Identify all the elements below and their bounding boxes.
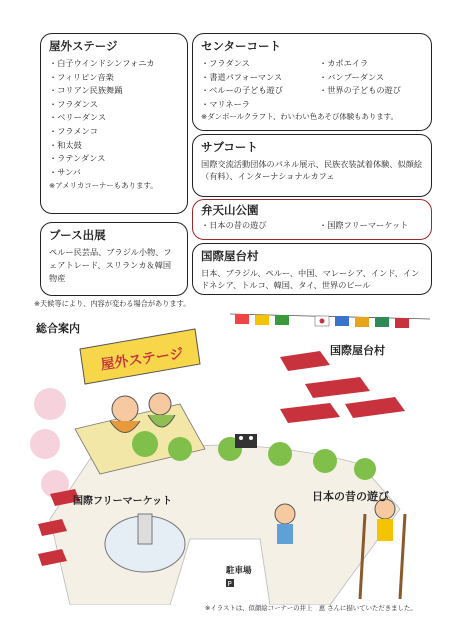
benten-park-title: 弁天山公園 (201, 203, 259, 217)
list-item: ・ベルーの子ども遊び (201, 85, 283, 96)
sub-court-text: 国際交流活動団体のパネル展示、民族衣装試着体験、似顔絵（有料）、インターナショナルカフェ (201, 158, 423, 182)
booth-text: ペルー民芸品、ブラジル小物、フェアトレード、スリランカ＆韓国物産 (49, 246, 172, 283)
list-item: ・世界の子どもの遊び (319, 85, 401, 96)
outdoor-stage-note: ※アメリカコーナーもあります。 (49, 181, 158, 191)
yatai-map-label: 国際屋台村 (330, 344, 385, 357)
list-item: ・ラテンダンス (49, 153, 106, 164)
booth-title: ブース出展 (49, 228, 106, 242)
flea-market-label: 国際フリーマーケット (73, 496, 173, 507)
booth-box (40, 222, 188, 296)
stage-sign-text: 屋外ステージ (99, 346, 185, 374)
yatai-box (192, 243, 432, 295)
tree-cluster (30, 388, 69, 498)
list-item: ・国際フリーマーケット (319, 219, 409, 230)
list-item: ・書道パフォーマンス (201, 71, 283, 82)
benten-left-list (201, 219, 319, 233)
top-note: ※天候等により、内容が変わる場合があります。 (34, 299, 191, 308)
mukashi-asobi-label: 日本の昔の遊び (312, 490, 389, 503)
list-item: ・バンブーダンス (319, 71, 385, 82)
list-item: ・フラダンス (49, 98, 98, 109)
list-item: ・フィリピン音楽 (49, 71, 114, 82)
center-court-title: センターコート (201, 39, 282, 53)
benten-park-box (192, 199, 432, 240)
list-item: ・カポエイラ (319, 57, 369, 68)
sub-court-title: サブコート (201, 140, 258, 154)
benten-right-list (319, 219, 408, 233)
center-court-left-list (201, 57, 319, 111)
outdoor-stage-title: 屋外ステージ (49, 39, 118, 53)
center-court-box (192, 33, 432, 131)
svg-text:P: P (227, 580, 232, 588)
list-item: ・マリネーラ (201, 98, 250, 109)
center-court-right-list (319, 57, 401, 111)
list-item: ・日本の昔の遊び (201, 219, 267, 230)
list-item: ・フラメンコ (49, 125, 98, 136)
info-desk-label: 総合案内 (36, 322, 80, 335)
outdoor-stage-list (49, 57, 179, 179)
center-court-note: ※ダンボールクラフト、わいわい色あそび体験もあります。 (201, 112, 398, 122)
illustration-credit: ※イラストは、似顔絵コーナーの井上 恵 さんに描いていただきました。 (205, 604, 417, 612)
list-item: ・サンバ (49, 166, 81, 177)
yatai-title: 国際屋台村 (201, 249, 259, 263)
food-stalls (280, 351, 405, 423)
list-item: ・ベリーダンス (49, 112, 107, 123)
list-item: ・フラダンス (201, 57, 250, 68)
yatai-text: 日本、ブラジル、ペルー、中国、マレーシア、インド、インドネシア、トルコ、韓国、タイ、世界のビール (201, 267, 420, 291)
list-item: ・白子ウインドシンフォニカ (49, 57, 155, 68)
sub-court-box (192, 134, 432, 197)
list-item: ・コリアン民族舞踊 (49, 85, 123, 96)
restroom-icon (235, 434, 257, 448)
parking-sign-icon (226, 579, 234, 588)
stage-sign (80, 329, 200, 384)
list-item: ・和太鼓 (49, 139, 82, 150)
parking-label: 駐車場 (226, 566, 252, 576)
flag-bunting (230, 314, 430, 328)
outdoor-stage-box (40, 33, 188, 214)
